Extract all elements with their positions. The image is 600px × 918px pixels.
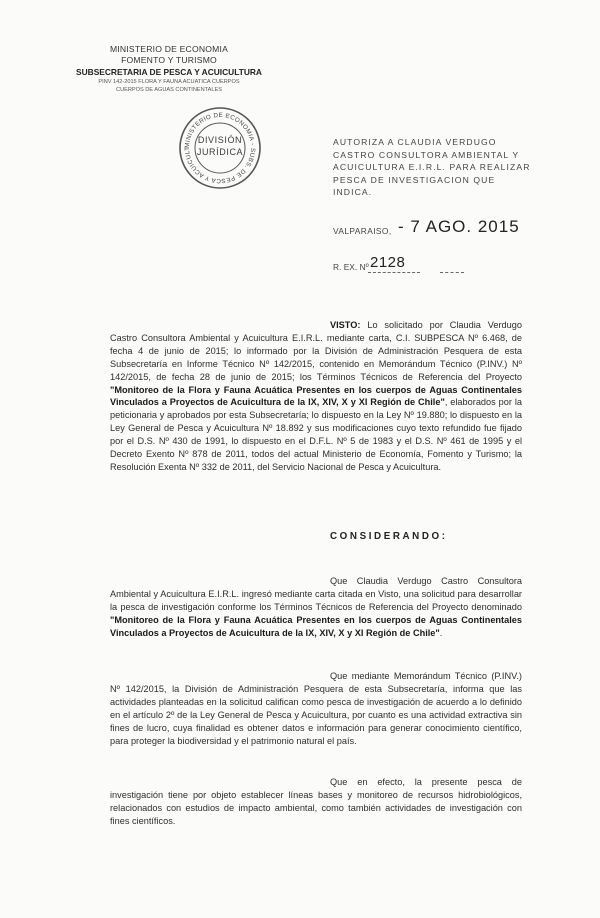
stamp-ring-text: MINISTERIO DE ECONOMIA - SUBS. DE PESCA Y ACUICULT <box>183 111 257 185</box>
visto-text-2: , elaborados por la peticionaria y aprobados por esta Subsecretaría; lo dispuesto en la Ley Nº 19.880; lo dispuesto en la Ley General de Pesca y Acuicultura Nº 18.892 y sus modificaciones cuyo texto refundido fue fijado por el D.S. Nº 430 de 1991, lo dispuesto en el D.F.L. Nº 5 de 1983 y el D.S. Nº 461 de 1995 y el Decreto Exento Nº 878 de 2011, todos del actual Ministerio de Economía, Fomento y Turismo; la Resolución Exenta Nº 332 de 2011, del Servicio Nacional de Pesca y Acuicultura. <box>110 397 522 472</box>
considerando-1-text: Que Claudia Verdugo Castro Consultora Ambiental y Acuicultura E.I.R.L. ingresó mediante carta citada en Visto, una solicitud para desarrollar la pesca de investigación conforme los Términos Técnicos de Referencia del Proyecto denominado <box>110 576 522 612</box>
ministry-name: MINISTERIO DE ECONOMIA <box>109 44 229 54</box>
reference-line-2: CUERPOS DE AGUAS CONTINENTALES <box>116 87 222 93</box>
considerando-paragraph-3: Que en efecto, la presente pesca de investigación tiene por objeto establecer líneas bases y monitoreo de recursos hidrobiológicos, relacionados con estudios de impacto ambiental, como también actividades de investigación con fines científicos. <box>110 777 522 826</box>
ministry-subname: FOMENTO Y TURISMO <box>121 55 217 65</box>
division-juridica-stamp <box>178 106 262 190</box>
considerando-1-end: . <box>439 627 443 638</box>
rex-number: 2128 <box>370 254 406 271</box>
considerando-1-project-title: "Monitoreo de la Flora y Fauna Acuática Presentes en los cuerpos de Aguas Continentales Vinculados a Proyectos de Acuicultura de la IX, XIV, X y XI Región de Chile" <box>110 614 522 638</box>
place-label: VALPARAISO, <box>333 226 392 236</box>
considerando-paragraph-2: Que mediante Memorándum Técnico (P.INV.) Nº 142/2015, la División de Administración Pesquera de esta Subsecretaría, informa que las actividades planteadas en la solicitud califican como pesca de investigación de acuerdo a lo definido en el artículo 2º de la Ley General de Pesca y Acuicultura, por cuanto es una actividad extractiva sin fines de lucro, cuya finalidad es obtener datos e información para generar conocimiento científico, para proteger la biodiversidad y el patrimonio natural el país. <box>110 671 522 746</box>
subsecretaria-name: SUBSECRETARIA DE PESCA Y ACUICULTURA <box>76 67 262 77</box>
resolution-subject: AUTORIZA A CLAUDIA VERDUGO CASTRO CONSULTORA AMBIENTAL Y ACUICULTURA E.I.R.L. PARA REALIZAR PESCA DE INVESTIGACION QUE INDICA. <box>333 137 531 197</box>
rex-label: R. EX. Nº <box>333 262 369 272</box>
reference-line-1: PINV 142-2015 FLORA Y FAUNA ACUATICA CUERPOS <box>98 79 240 85</box>
rex-underline <box>368 272 420 273</box>
date-stamp: - 7 AGO. 2015 <box>398 217 520 236</box>
considerando-paragraph-1 <box>110 575 522 640</box>
visto-paragraph <box>110 319 522 474</box>
considerando-heading: CONSIDERANDO: <box>330 531 448 542</box>
visto-label: VISTO: <box>330 320 361 330</box>
rex-underline-2 <box>440 272 464 273</box>
visto-project-title: "Monitoreo de la Flora y Fauna Acuática Presentes en los cuerpos de Aguas Continentales Vinculados a Proyectos de Acuicultura de la IX, XIV, X y XI Región de Chile" <box>110 384 522 408</box>
stamp-center <box>178 134 262 158</box>
ministry-header <box>64 44 274 94</box>
stamp-center-line-1: DIVISIÓN <box>197 135 243 145</box>
stamp-center-line-2: JURÍDICA <box>196 147 244 157</box>
visto-text-1: Lo solicitado por Claudia Verdugo Castro Consultora Ambiental y Acuicultura E.I.R.L. mediante carta, C.I. SUBPESCA Nº 6.468, de fecha 4 de junio de 2015; lo informado por la División de Administración Pesquera de esta Subsecretaría en Informe Técnico Nº 142/2015, contenido en Memorándum Técnico (P.INV.) Nº 142/2015, de fecha 28 de junio de 2015; los Términos Técnicos de Referencia del Proyecto <box>110 320 522 382</box>
